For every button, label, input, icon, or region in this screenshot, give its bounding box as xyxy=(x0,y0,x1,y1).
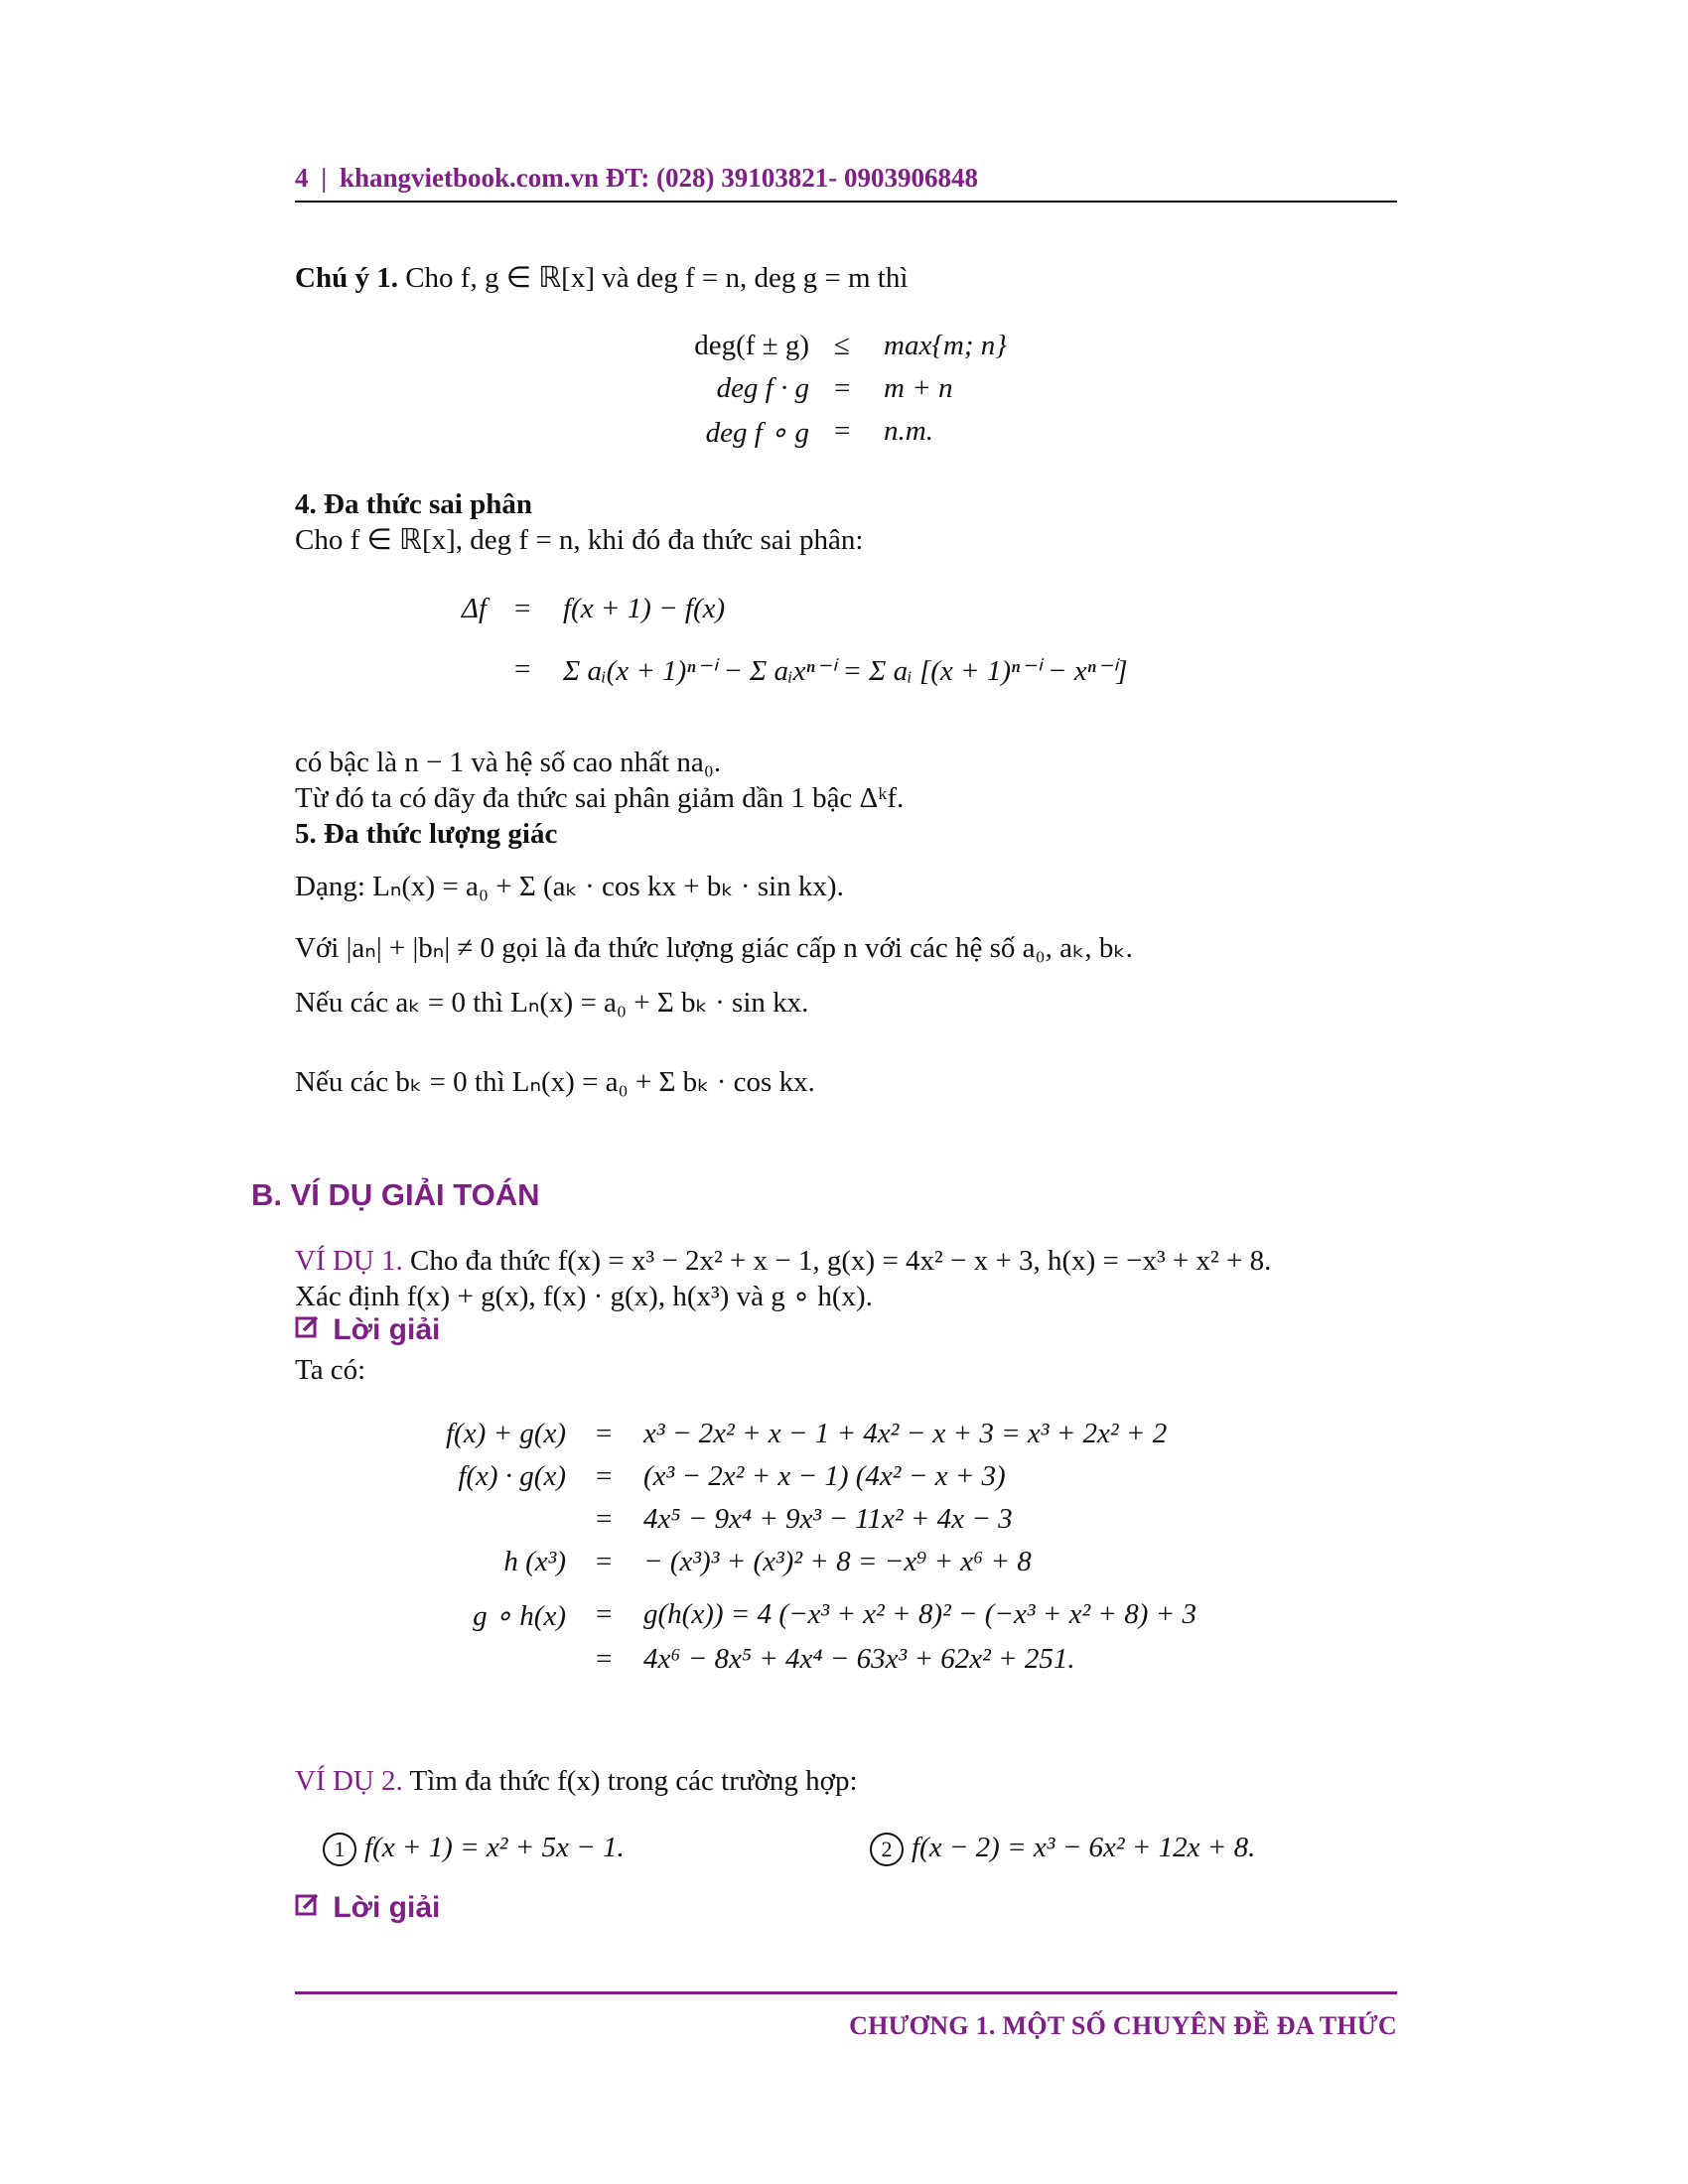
solution-label-1: Lời giải xyxy=(333,1313,441,1346)
header-text: khangvietbook.com.vn ĐT: (028) 39103821- 0903906848 xyxy=(339,163,978,193)
ex1-row-3-rhs: 4x⁵ − 9x⁴ + 9x³ − 11x² + 4x − 3 xyxy=(643,1503,1013,1535)
edit-icon xyxy=(295,1313,325,1347)
example-2-text: Tìm đa thức f(x) trong các trường hợp: xyxy=(409,1765,858,1797)
note-row-1-lhs: deg(f ± g) xyxy=(694,330,809,361)
note-text: Cho f, g ∈ ℝ[x] và deg f = n, deg g = m thì xyxy=(405,262,909,294)
delta-f-rhs-2: Σ aᵢ(x + 1)ⁿ⁻ⁱ − Σ aᵢxⁿ⁻ⁱ = Σ aᵢ [(x + 1)ⁿ⁻ⁱ − xⁿ⁻ⁱ] xyxy=(563,655,1128,687)
section-4-intro: Cho f ∈ ℝ[x], deg f = n, khi đó đa thức sai phân: xyxy=(295,524,864,556)
ex1-row-6-op: = xyxy=(596,1643,613,1675)
solution-label-2: Lời giải xyxy=(333,1891,441,1924)
note-row-1-rhs: max{m; n} xyxy=(884,330,1007,361)
ex1-row-2-lhs: f(x) · g(x) xyxy=(458,1460,566,1492)
ex1-row-5-lhs: g ∘ h(x) xyxy=(473,1600,566,1632)
note-1 xyxy=(295,260,908,296)
page-header xyxy=(295,163,978,194)
sec5-line-3: Nếu các aₖ = 0 thì Lₙ(x) = a₀ + Σ bₖ · sin kx. xyxy=(295,987,809,1019)
footer-rule xyxy=(295,1991,1397,1994)
ta-co: Ta có: xyxy=(295,1354,366,1386)
page-number: 4 xyxy=(295,163,309,193)
item-number-2: 2 xyxy=(870,1833,904,1866)
item-number-1: 1 xyxy=(323,1833,356,1866)
example-2-item-2 xyxy=(870,1830,1255,1866)
note-row-2-op: = xyxy=(834,372,851,404)
footer-chapter: CHƯƠNG 1. MỘT SỐ CHUYÊN ĐỀ ĐA THỨC xyxy=(849,2011,1397,2040)
edit-icon xyxy=(295,1891,325,1925)
ex1-row-1-rhs: x³ − 2x² + x − 1 + 4x² − x + 3 = x³ + 2x² + 2 xyxy=(643,1418,1168,1449)
ex1-row-5-rhs: g(h(x)) = 4 (−x³ + x² + 8)² − (−x³ + x² + 8) + 3 xyxy=(643,1598,1196,1630)
example-2 xyxy=(295,1763,858,1799)
sec4-after-1: có bậc là n − 1 và hệ số cao nhất na₀. xyxy=(295,747,722,778)
section-5-title: 5. Đa thức lượng giác xyxy=(295,818,558,850)
section-4-title: 4. Đa thức sai phân xyxy=(295,488,532,520)
solution-heading-1 xyxy=(295,1313,440,1347)
ex1-row-1-op: = xyxy=(596,1418,613,1449)
item-text-2: f(x − 2) = x³ − 6x² + 12x + 8. xyxy=(912,1832,1256,1863)
ex1-row-4-lhs: h (x³) xyxy=(503,1546,566,1577)
example-1-label: VÍ DỤ 1. xyxy=(295,1245,403,1277)
section-b-title: B. VÍ DỤ GIẢI TOÁN xyxy=(251,1177,540,1212)
ex1-row-1-lhs: f(x) + g(x) xyxy=(446,1418,566,1449)
ex1-row-5-op: = xyxy=(596,1598,613,1630)
note-row-3-rhs: n.m. xyxy=(884,415,933,447)
note-row-3-lhs: deg f ∘ g xyxy=(705,417,809,449)
example-2-item-1 xyxy=(323,1830,625,1866)
delta-f-lhs: Δf xyxy=(461,593,487,624)
note-row-2-lhs: deg f · g xyxy=(716,372,809,404)
delta-f-op-1: = xyxy=(514,593,531,624)
example-1-text-2: Xác định f(x) + g(x), f(x) · g(x), h(x³) và g ∘ h(x). xyxy=(295,1281,873,1312)
sec4-after-2: Từ đó ta có dãy đa thức sai phân giảm dần 1 bậc Δᵏf. xyxy=(295,782,905,814)
ex1-row-6-rhs: 4x⁶ − 8x⁵ + 4x⁴ − 63x³ + 62x² + 251. xyxy=(643,1643,1075,1675)
ex1-row-4-rhs: − (x³)³ + (x³)² + 8 = −x⁹ + x⁶ + 8 xyxy=(643,1546,1032,1577)
example-1-text: Cho đa thức f(x) = x³ − 2x² + x − 1, g(x) = 4x² − x + 3, h(x) = −x³ + x² + 8. xyxy=(410,1245,1272,1277)
note-label: Chú ý 1. xyxy=(295,262,398,294)
example-2-label: VÍ DỤ 2. xyxy=(295,1765,403,1797)
solution-heading-2 xyxy=(295,1891,440,1925)
ex1-row-4-op: = xyxy=(596,1546,613,1577)
delta-f-op-2: = xyxy=(514,653,531,685)
sec5-line-2: Với |aₙ| + |bₙ| ≠ 0 gọi là đa thức lượng giác cấp n với các hệ số a₀, aₖ, bₖ. xyxy=(295,932,1133,964)
note-row-1-op: ≤ xyxy=(834,330,850,361)
header-separator: | xyxy=(321,163,328,193)
header-rule xyxy=(295,201,1397,203)
delta-f-rhs-1: f(x + 1) − f(x) xyxy=(563,593,726,624)
ex1-row-3-op: = xyxy=(596,1503,613,1535)
item-text-1: f(x + 1) = x² + 5x − 1. xyxy=(364,1832,625,1863)
note-row-2-rhs: m + n xyxy=(884,372,953,404)
ex1-row-2-rhs: (x³ − 2x² + x − 1) (4x² − x + 3) xyxy=(643,1460,1006,1492)
example-1 xyxy=(295,1243,1271,1279)
ex1-row-2-op: = xyxy=(596,1460,613,1492)
sec5-line-4: Nếu các bₖ = 0 thì Lₙ(x) = a₀ + Σ bₖ · cos kx. xyxy=(295,1066,815,1098)
note-row-3-op: = xyxy=(834,415,851,447)
sec5-form: Dạng: Lₙ(x) = a₀ + Σ (aₖ · cos kx + bₖ · sin kx). xyxy=(295,871,844,902)
